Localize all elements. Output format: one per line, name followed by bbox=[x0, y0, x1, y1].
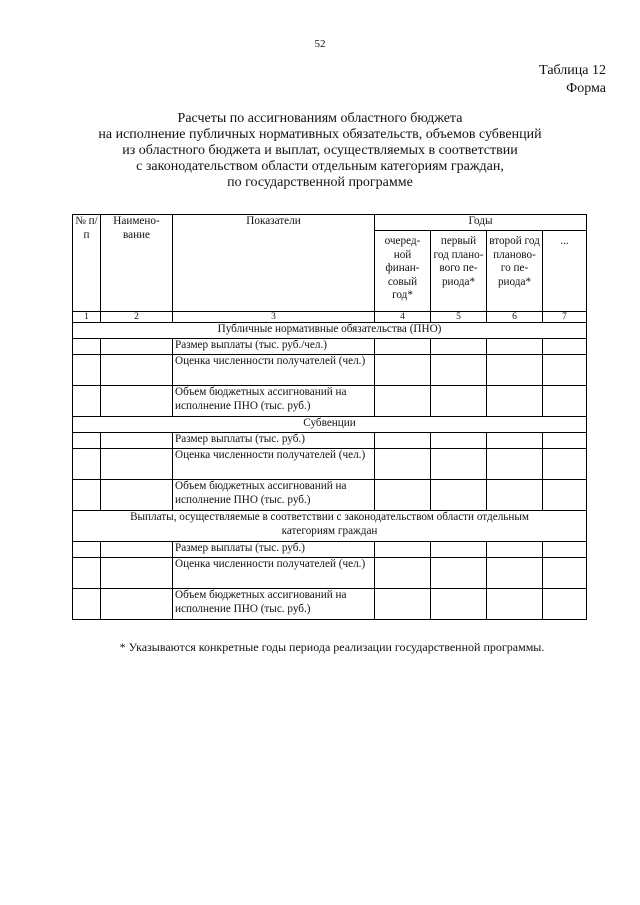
table-row bbox=[73, 433, 587, 449]
title-line: по государственной программе bbox=[227, 175, 413, 190]
table-row bbox=[73, 589, 587, 620]
indicator-cell: Объем бюджетных ассигнований на исполнение ПНО (тыс. руб.) bbox=[173, 589, 375, 620]
header-name: Наимено-вание bbox=[101, 215, 173, 312]
header-num: № п/п bbox=[73, 215, 101, 312]
indicator-cell: Оценка численности получателей (чел.) bbox=[173, 355, 375, 386]
section-title-row bbox=[73, 417, 587, 433]
table-number: Таблица 12 bbox=[539, 63, 606, 78]
title-line: Расчеты по ассигнованиям областного бюджета bbox=[177, 111, 463, 126]
indicator-cell: Оценка численности получателей (чел.) bbox=[173, 449, 375, 480]
indicator-cell: Оценка численности получателей (чел.) bbox=[173, 558, 375, 589]
header-indicators: Показатели bbox=[173, 215, 375, 312]
table-row bbox=[73, 558, 587, 589]
table-row bbox=[73, 386, 587, 417]
footnote: * Указываются конкретные годы периода реализации государственной программы. bbox=[119, 640, 545, 654]
indicator-cell: Объем бюджетных ассигнований на исполнение ПНО (тыс. руб.) bbox=[173, 480, 375, 511]
col-number: 7 bbox=[543, 312, 587, 323]
section-title-row bbox=[73, 511, 587, 542]
table-row bbox=[73, 449, 587, 480]
table-row bbox=[73, 339, 587, 355]
section-title: Публичные нормативные обязательства (ПНО) bbox=[73, 323, 587, 339]
form-label: Форма bbox=[566, 81, 606, 96]
column-numbers-row bbox=[73, 312, 587, 323]
indicator-cell: Размер выплаты (тыс. руб.) bbox=[173, 542, 375, 558]
col-number: 4 bbox=[375, 312, 431, 323]
document-title bbox=[60, 111, 580, 191]
indicator-cell: Объем бюджетных ассигнований на исполнение ПНО (тыс. руб.) bbox=[173, 386, 375, 417]
title-line: с законодательством области отдельным категориям граждан, bbox=[136, 159, 504, 174]
table-row bbox=[73, 542, 587, 558]
indicator-cell: Размер выплаты (тыс. руб.) bbox=[173, 433, 375, 449]
col-number: 6 bbox=[487, 312, 543, 323]
header-year-more: ... bbox=[543, 231, 587, 312]
table-label bbox=[539, 62, 606, 98]
header-row bbox=[73, 215, 587, 231]
header-years: Годы bbox=[375, 215, 587, 231]
appropriations-table bbox=[72, 214, 587, 620]
header-year-second: второй год планово-го пе-риода* bbox=[487, 231, 543, 312]
title-line: на исполнение публичных нормативных обязательств, объемов субвенций bbox=[98, 127, 542, 142]
table-row bbox=[73, 355, 587, 386]
title-line: из областного бюджета и выплат, осуществляемых в соответствии bbox=[122, 143, 518, 158]
table-row bbox=[73, 480, 587, 511]
col-number: 5 bbox=[431, 312, 487, 323]
col-number: 2 bbox=[101, 312, 173, 323]
section-title-row bbox=[73, 323, 587, 339]
col-number: 3 bbox=[173, 312, 375, 323]
indicator-cell: Размер выплаты (тыс. руб./чел.) bbox=[173, 339, 375, 355]
section-title: Субвенции bbox=[73, 417, 587, 433]
header-year-current: очеред-ной финан-совый год* bbox=[375, 231, 431, 312]
header-year-first: первый год плано-вого пе-риода* bbox=[431, 231, 487, 312]
page-number: 52 bbox=[314, 38, 326, 50]
col-number: 1 bbox=[73, 312, 101, 323]
section-title: Выплаты, осуществляемые в соответствии с законодательством области отдельным категориям граждан bbox=[73, 511, 587, 542]
